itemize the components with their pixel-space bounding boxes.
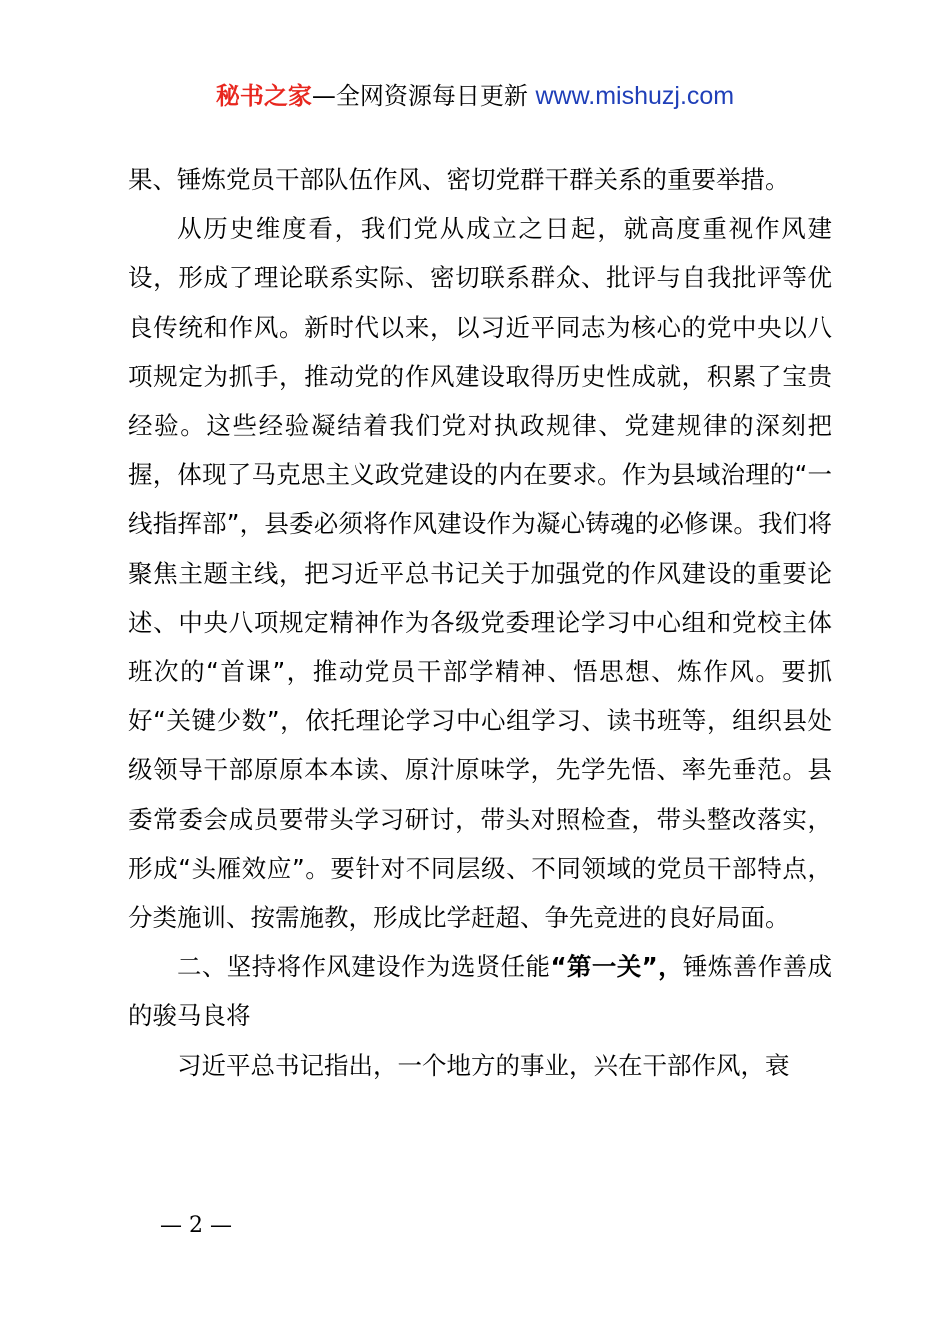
section-heading-suffix: 锤炼善作善成的骏马良将: [128, 952, 832, 1031]
site-tagline: —全网资源每日更新: [311, 82, 528, 110]
section-heading-emphasis: “第一关”，: [550, 952, 684, 982]
paragraph-continued: 果、锤炼党员干部队伍作风、密切党群干群关系的重要举措。: [128, 165, 790, 194]
document-body: [128, 155, 832, 1090]
site-brand: 秘书之家: [215, 82, 312, 110]
site-header: [0, 80, 950, 112]
page-number: — 2 —: [160, 1213, 232, 1238]
section-heading-prefix: 二、坚持将作风建设作为选贤任能: [177, 952, 551, 982]
paragraph-history: 从历史维度看，我们党从成立之日起，就高度重视作风建设，形成了理论联系实际、密切联系群众、批评与自我批评等优良传统和作风。新时代以来，以习近平同志为核心的党中央以八项规定为抓手，推动党的作风建设取得历史性成就，积累了宝贵经验。这些经验凝结着我们党对执政规律、党建规律的深刻把握，体现了马克思主义政党建设的内在要求。作为县域治理的“一线指挥部”，县委必须将作风建设作为凝心铸魂的必修课。我们将聚焦主题主线，把习近平总书记关于加强党的作风建设的重要论述、中央八项规定精神作为各级党委理论学习中心组和党校主体班次的“首课”，推动党员干部学精神、悟思想、炼作风。要抓好“关键少数”，依托理论学习中心组学习、读书班等，组织县处级领导干部原原本本读、原汁原味学，先学先悟、率先垂范。县委常委会成员要带头学习研讨，带头对照检查，带头整改落实，形成“头雁效应”。要针对不同层级、不同领域的党员干部特点，分类施训、按需施教，形成比学赶超、争先竞进的良好局面。: [128, 214, 832, 933]
site-url-link[interactable]: www.mishuzj.com: [535, 82, 735, 110]
paragraph-quote: 习近平总书记指出，一个地方的事业，兴在干部作风，衰: [177, 1050, 790, 1080]
section-heading-two: [128, 942, 832, 1040]
